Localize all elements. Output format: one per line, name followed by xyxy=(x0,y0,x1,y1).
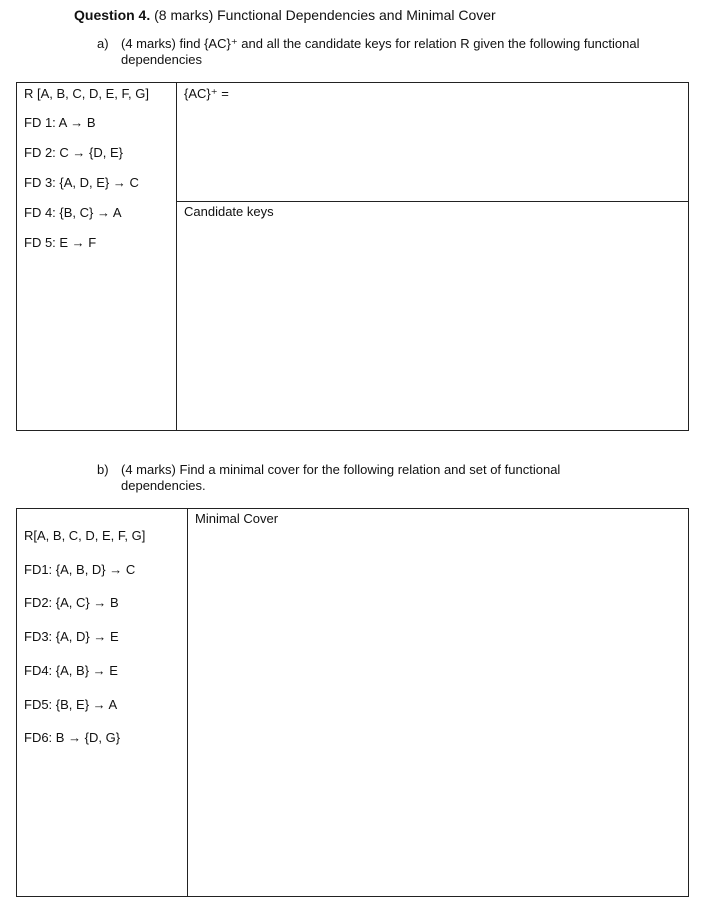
question-heading xyxy=(74,7,496,23)
minimal-cover-label: Minimal Cover xyxy=(195,511,279,526)
part-b-fd: FD3: {A, D} → E xyxy=(24,629,119,644)
part-a-fd: FD 4: {B, C} → A xyxy=(24,205,122,220)
part-a-relation: R [A, B, C, D, E, F, G] xyxy=(24,86,149,101)
part-a-table xyxy=(16,82,689,431)
part-a-instruction xyxy=(97,36,657,70)
part-b-instruction xyxy=(97,462,657,496)
minimal-cover-answer-area[interactable] xyxy=(189,529,687,894)
closure-label: {AC}⁺ = xyxy=(184,86,229,101)
part-a-letter: a) xyxy=(97,36,109,51)
part-a-fd: FD 2: C → {D, E} xyxy=(24,145,123,160)
candidate-keys-answer-area[interactable] xyxy=(178,222,687,428)
question-number: Question 4. xyxy=(74,7,151,23)
part-a-fd: FD 1: A → B xyxy=(24,115,96,130)
part-a-fd: FD 5: E → F xyxy=(24,235,97,250)
part-a-row-divider xyxy=(176,201,688,202)
part-b-fd: FD1: {A, B, D} → C xyxy=(24,562,136,577)
closure-answer-area[interactable] xyxy=(178,104,687,200)
part-b-column-divider xyxy=(187,509,188,896)
part-b-relation: R[A, B, C, D, E, F, G] xyxy=(24,528,146,543)
part-b-text: (4 marks) Find a minimal cover for the following relation and set of functional dependencies. xyxy=(121,462,561,493)
part-a-fd: FD 3: {A, D, E} → C xyxy=(24,175,139,190)
part-b-fd: FD5: {B, E} → A xyxy=(24,697,118,712)
part-a-text: (4 marks) find {AC}⁺ and all the candidate keys for relation R given the following functional dependencies xyxy=(121,36,640,67)
candidate-keys-label: Candidate keys xyxy=(184,204,274,219)
part-b-fd: FD6: B → {D, G} xyxy=(24,730,121,745)
part-b-fd: FD4: {A, B} → E xyxy=(24,663,118,678)
question-marks: (8 marks) Functional Dependencies and Minimal Cover xyxy=(154,7,496,23)
part-a-column-divider xyxy=(176,83,177,430)
part-b-table xyxy=(16,508,689,897)
part-b-letter: b) xyxy=(97,462,109,477)
part-b-fd: FD2: {A, C} → B xyxy=(24,595,119,610)
